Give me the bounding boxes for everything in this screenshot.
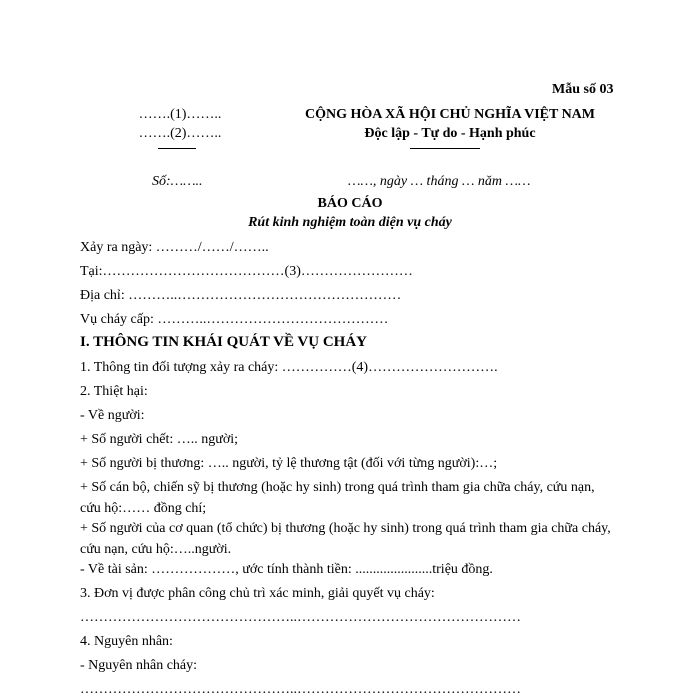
date-line: ……, ngày … tháng … năm …… (348, 174, 531, 189)
officers-line: + Số cán bộ, chiến sỹ bị thương (hoặc hy sinh) trong quá trình tham gia chữa cháy, cứu nạn, cứu hộ:…… đồng chí; (80, 480, 595, 516)
form-number: Mẫu số 03 (552, 82, 614, 97)
item-3: 3. Đơn vị được phân công chủ trì xác minh, giải quyết vụ cháy: (80, 586, 435, 601)
header-left-line1: …….(1)…….. (138, 107, 222, 122)
motto: Độc lập - Tự do - Hạnh phúc (364, 126, 536, 141)
document-subtitle: Rút kinh nghiệm toàn diện vụ cháy (248, 215, 452, 230)
document-number: Số:…….. (152, 174, 203, 189)
item-3-fill: ………………………………………..………………………………………… (80, 610, 521, 625)
item-4: 4. Nguyên nhân: (80, 634, 173, 649)
document-title: BÁO CÁO (317, 196, 383, 211)
field-fire-level: Vụ cháy cấp: ………..………………………………… (80, 312, 389, 327)
item-1: 1. Thông tin đối tượng xảy ra cháy: ……………(4)………………………. (80, 360, 498, 375)
header-left-line2: …….(2)…….. (138, 126, 222, 141)
motto-rule (410, 148, 480, 149)
deaths-line: + Số người chết: ….. người; (80, 432, 239, 447)
agency-people-line: + Số người của cơ quan (tổ chức) bị thương (hoặc hy sinh) trong quá trình tham gia chữa cháy, cứu nạn, cứu hộ:…..người. (80, 521, 611, 557)
field-address: Địa chỉ: ………..………………………………………… (80, 288, 402, 303)
field-location: Tại:…………………………………(3)…………………… (80, 264, 413, 279)
field-date: Xảy ra ngày: ………/……/…….. (80, 240, 269, 255)
country-name: CỘNG HÒA XÃ HỘI CHỦ NGHĨA VIỆT NAM (304, 107, 595, 122)
header-left-rule (158, 148, 196, 149)
cause-label: - Nguyên nhân cháy: (80, 658, 198, 673)
cause-fill: ………………………………………..………………………………………… (80, 682, 521, 697)
injured-line: + Số người bị thương: ….. người, tỷ lệ thương tật (đối với từng người):…; (80, 456, 498, 471)
property-line: - Về tài sản: ………………, ước tính thành tiền: ......................triệu đồng. (80, 562, 493, 577)
item-2: 2. Thiệt hại: (80, 384, 148, 399)
section-1-heading: I. THÔNG TIN KHÁI QUÁT VỀ VỤ CHÁY (80, 334, 368, 350)
people-label: - Về người: (80, 408, 145, 423)
